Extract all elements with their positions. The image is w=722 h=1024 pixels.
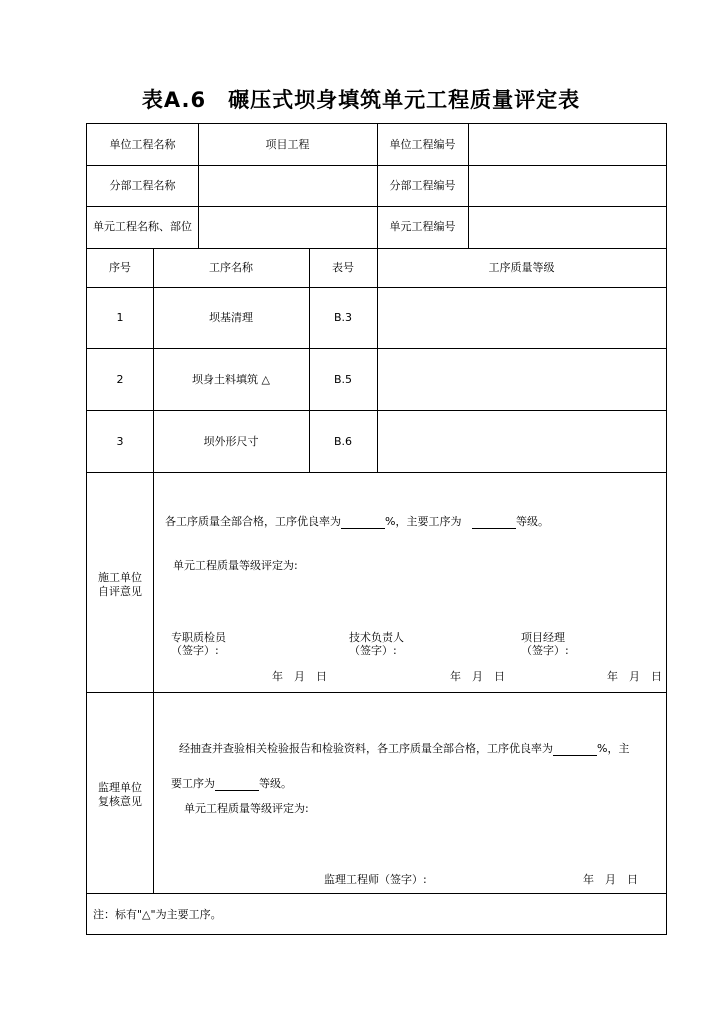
construction-date-2[interactable]: 年 月 日 bbox=[450, 670, 505, 683]
construction-excellent-rate-field[interactable] bbox=[341, 516, 385, 529]
construction-date-1[interactable]: 年 月 日 bbox=[272, 670, 327, 683]
col-header-no: 序号 bbox=[109, 261, 131, 274]
footnote: 注：标有"△"为主要工序。 bbox=[93, 908, 222, 921]
supervision-statement-line1 bbox=[179, 742, 629, 756]
construction-label-line2: 自评意见 bbox=[98, 585, 142, 598]
col-header-quality-grade: 工序质量等级 bbox=[488, 261, 555, 274]
construction-statement-c: 等级。 bbox=[515, 515, 549, 528]
page-title: 表A.6 碾压式坝身填筑单元工程质量评定表 bbox=[141, 88, 581, 112]
row-3-grade-field[interactable] bbox=[378, 411, 665, 472]
supervision-statement-line2 bbox=[171, 777, 292, 791]
signer-technical-lead-role: 技术负责人 bbox=[349, 631, 404, 644]
supervision-excellent-rate-field[interactable] bbox=[553, 743, 597, 756]
supervision-label-line1: 监理单位 bbox=[98, 781, 142, 794]
supervision-engineer-sign[interactable]: 监理工程师（签字）: bbox=[324, 873, 427, 886]
element-project-code-label: 单元工程编号 bbox=[389, 220, 456, 233]
quality-assessment-form bbox=[86, 123, 667, 935]
unit-project-name-value[interactable]: 项目工程 bbox=[265, 138, 310, 151]
sub-project-code-label: 分部工程编号 bbox=[389, 179, 456, 192]
row-2-name: 坝身土料填筑 △ bbox=[192, 373, 270, 386]
row-1-grade-field[interactable] bbox=[378, 288, 665, 348]
supervision-grade-line: 单元工程质量等级评定为: bbox=[184, 802, 309, 815]
row-3-no: 3 bbox=[116, 435, 124, 448]
supervision-label-line2: 复核意见 bbox=[98, 795, 142, 808]
col-header-table-no: 表号 bbox=[332, 261, 354, 274]
construction-grade-line: 单元工程质量等级评定为: bbox=[173, 559, 298, 572]
signer-technical-lead-sign[interactable]: （签字）: bbox=[349, 644, 397, 657]
row-3-name: 坝外形尺寸 bbox=[203, 435, 259, 448]
supervision-statement-d: 等级。 bbox=[259, 777, 292, 790]
row-2-grade-field[interactable] bbox=[378, 349, 665, 410]
construction-statement-b: %，主要工序为 bbox=[385, 515, 462, 528]
supervision-statement-b: %，主 bbox=[597, 742, 630, 755]
signer-quality-inspector-sign[interactable]: （签字）: bbox=[171, 644, 219, 657]
construction-date-3[interactable]: 年 月 日 bbox=[607, 670, 662, 683]
row-2-no: 2 bbox=[116, 373, 124, 386]
row-1-table-no: B.3 bbox=[333, 311, 353, 324]
sub-project-name-label: 分部工程名称 bbox=[109, 179, 176, 192]
construction-label-line1: 施工单位 bbox=[98, 571, 142, 584]
unit-project-code-field[interactable] bbox=[469, 125, 665, 164]
row-1-no: 1 bbox=[116, 311, 124, 324]
element-project-code-field[interactable] bbox=[469, 207, 665, 247]
row-3-table-no: B.6 bbox=[333, 435, 353, 448]
row-2-table-no: B.5 bbox=[333, 373, 353, 386]
supervision-statement-a: 经抽查并查验相关检验报告和检验资料，各工序质量全部合格，工序优良率为 bbox=[179, 742, 553, 755]
supervision-statement-c: 要工序为 bbox=[171, 777, 215, 790]
signer-project-manager-sign[interactable]: （签字）: bbox=[521, 644, 569, 657]
element-project-name-field[interactable] bbox=[199, 207, 376, 247]
construction-main-process-field[interactable] bbox=[472, 516, 516, 529]
sub-project-name-field[interactable] bbox=[199, 166, 376, 205]
unit-project-name-label: 单位工程名称 bbox=[109, 138, 176, 151]
supervision-main-process-field[interactable] bbox=[215, 778, 259, 791]
construction-statement-a: 各工序质量全部合格，工序优良率为 bbox=[165, 515, 341, 528]
construction-statement bbox=[165, 515, 549, 529]
sub-project-code-field[interactable] bbox=[469, 166, 665, 205]
supervision-date[interactable]: 年 月 日 bbox=[583, 873, 638, 886]
signer-quality-inspector-role: 专职质检员 bbox=[171, 631, 226, 644]
signer-project-manager-role: 项目经理 bbox=[521, 631, 565, 644]
row-1-name: 坝基清理 bbox=[209, 311, 253, 324]
col-header-process-name: 工序名称 bbox=[209, 261, 253, 274]
unit-project-code-label: 单位工程编号 bbox=[389, 138, 456, 151]
element-project-name-label: 单元工程名称、部位 bbox=[93, 220, 192, 233]
